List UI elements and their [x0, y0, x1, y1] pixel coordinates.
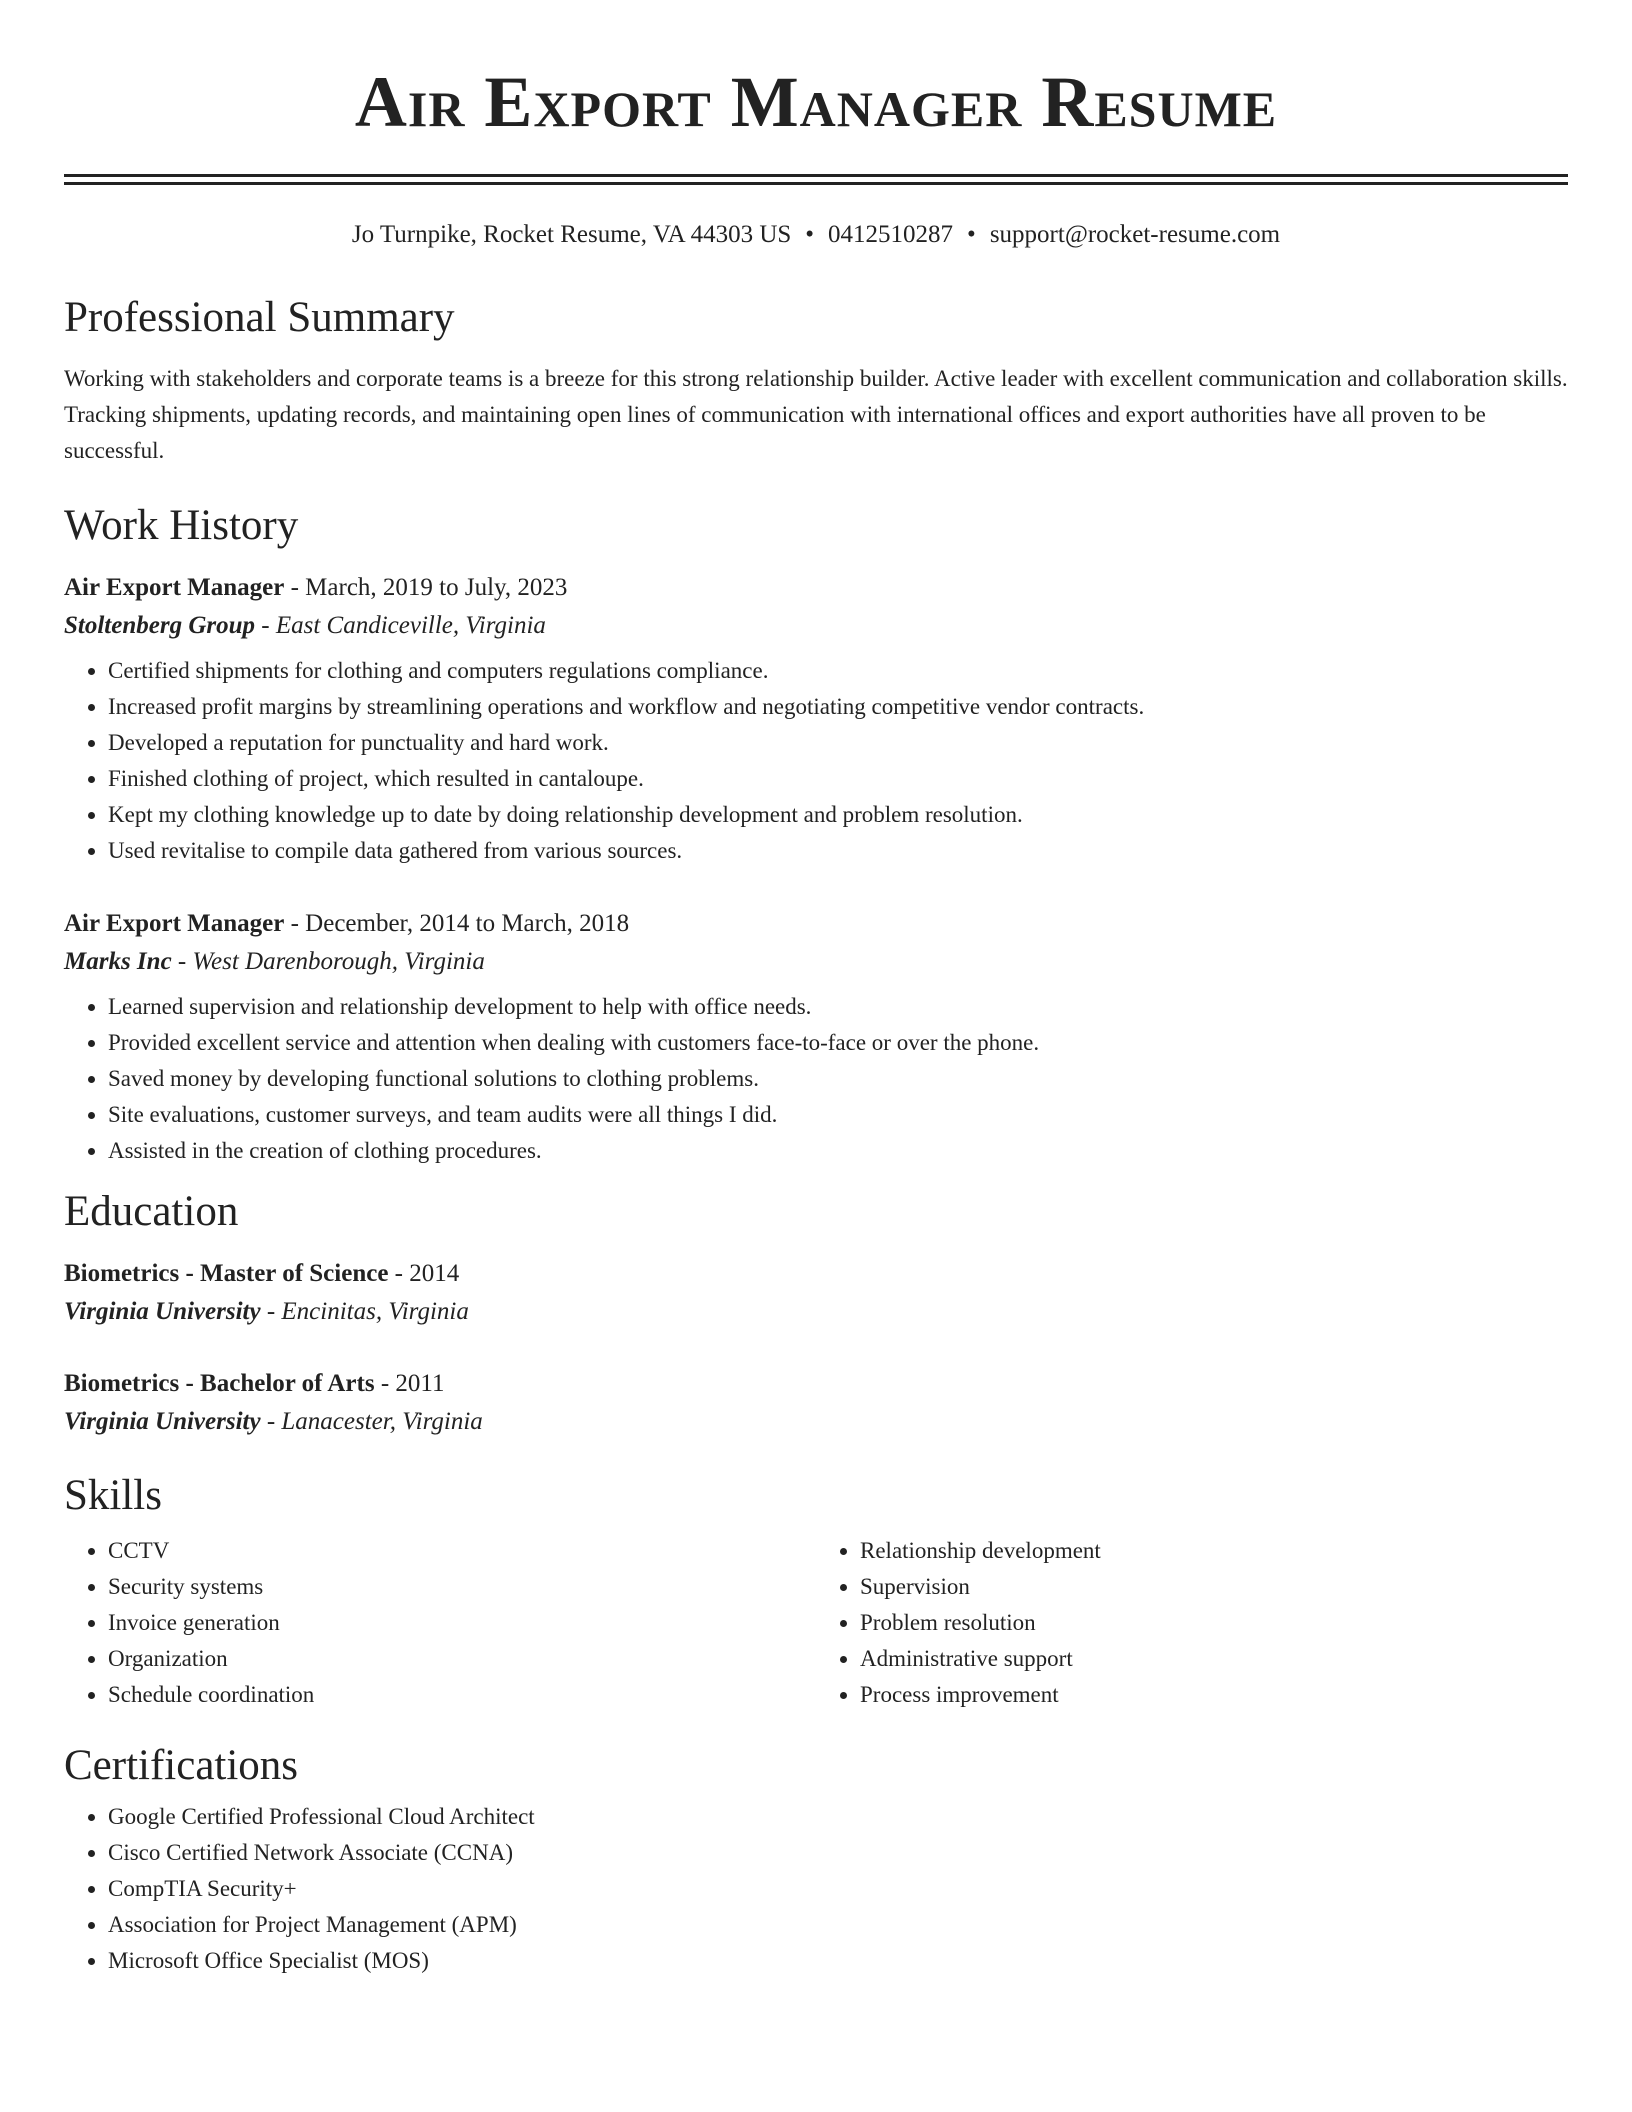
contact-separator: • [805, 221, 815, 248]
list-item: • Process improvement [860, 1677, 1568, 1713]
list-item: • Developed a reputation for punctuality and hard work. [108, 725, 1568, 761]
job-company: Marks Inc [64, 948, 172, 975]
job-title: Air Export Manager [64, 574, 285, 601]
list-item: • Administrative support [860, 1641, 1568, 1677]
skills-list-left [64, 1533, 816, 1713]
list-item: • Supervision [860, 1569, 1568, 1605]
contact-separator: • [967, 221, 976, 248]
list-item: • Certified shipments for clothing and computers regulations compliance. [108, 653, 1568, 689]
job-bullets [64, 653, 1568, 869]
list-item: • CCTV [108, 1533, 816, 1569]
job-bullets [64, 989, 1568, 1169]
education-entry [64, 1255, 1568, 1331]
skills-columns [64, 1533, 1568, 1713]
summary-text: Working with stakeholders and corporate teams is a breeze for this strong relationship builder. Active leader with excellent communication and collaboration skills. Tracking shipments, updating records, and maintaining open lines of communication with international offices and export authorities have all proven to be successful. [64, 366, 1568, 463]
certifications-section [64, 1741, 1568, 1979]
title-divider [64, 174, 1568, 185]
education-year: - 2014 [388, 1260, 460, 1287]
certifications-heading: Certifications [64, 1742, 299, 1789]
job-header [64, 569, 1568, 607]
job-location: - West Darenborough, Virginia [171, 948, 485, 975]
contact-line [64, 219, 1568, 251]
list-item: • Problem resolution [860, 1605, 1568, 1641]
job-header [64, 905, 1568, 943]
summary-heading: Professional Summary [64, 294, 455, 341]
job-dates: - December, 2014 to March, 2018 [284, 910, 630, 937]
skills-heading: Skills [64, 1472, 162, 1519]
list-item: • Increased profit margins by streamlining operations and workflow and negotiating competitive vendor contracts. [108, 689, 1568, 725]
list-item: • Relationship development [860, 1533, 1568, 1569]
list-item: • Microsoft Office Specialist (MOS) [108, 1943, 1568, 1979]
education-school-line [64, 1403, 1568, 1441]
education-entry [64, 1365, 1568, 1441]
job-company-line [64, 607, 1568, 645]
resume-title: Air Export Manager Resume [354, 62, 1278, 142]
education-school: Virginia University [64, 1298, 261, 1325]
work-history-heading: Work History [64, 502, 299, 549]
contact-address: Jo Turnpike, Rocket Resume, VA 44303 US [351, 221, 792, 248]
list-item: • Cisco Certified Network Associate (CCNA) [108, 1835, 1568, 1871]
job-company-line [64, 943, 1568, 981]
education-degree: Biometrics - Bachelor of Arts [64, 1370, 375, 1397]
job-dates: - March, 2019 to July, 2023 [284, 574, 568, 601]
list-item: • Learned supervision and relationship development to help with office needs. [108, 989, 1568, 1025]
list-item: • Organization [108, 1641, 816, 1677]
education-degree-line [64, 1255, 1568, 1293]
contact-email: support@rocket-resume.com [989, 221, 1281, 248]
education-degree-line [64, 1365, 1568, 1403]
education-year: - 2011 [374, 1370, 445, 1397]
list-item: • Used revitalise to compile data gathered from various sources. [108, 833, 1568, 869]
job-title: Air Export Manager [64, 910, 285, 937]
list-item: • Invoice generation [108, 1605, 816, 1641]
list-item: • Finished clothing of project, which resulted in cantaloupe. [108, 761, 1568, 797]
list-item: • Google Certified Professional Cloud Architect [108, 1799, 1568, 1835]
job-entry [64, 905, 1568, 1169]
list-item: • Association for Project Management (APM) [108, 1907, 1568, 1943]
list-item: • Provided excellent service and attention when dealing with customers face-to-face or over the phone. [108, 1025, 1568, 1061]
list-item: • Security systems [108, 1569, 816, 1605]
list-item: • Schedule coordination [108, 1677, 816, 1713]
education-school: Virginia University [64, 1408, 261, 1435]
skills-section [64, 1471, 1568, 1713]
job-location: - East Candiceville, Virginia [255, 612, 546, 639]
education-school-line [64, 1293, 1568, 1331]
contact-phone: 0412510287 [828, 221, 954, 248]
education-degree: Biometrics - Master of Science [64, 1260, 389, 1287]
list-item: • Site evaluations, customer surveys, and team audits were all things I did. [108, 1097, 1568, 1133]
education-location: - Encinitas, Virginia [260, 1298, 469, 1325]
certifications-list [64, 1799, 1568, 1979]
education-location: - Lanacester, Virginia [260, 1408, 483, 1435]
education-heading: Education [64, 1188, 239, 1235]
list-item: • CompTIA Security+ [108, 1871, 1568, 1907]
list-item: • Kept my clothing knowledge up to date by doing relationship development and problem resolution. [108, 797, 1568, 833]
summary-section [64, 293, 1568, 469]
education-section [64, 1187, 1568, 1441]
list-item: • Saved money by developing functional solutions to clothing problems. [108, 1061, 1568, 1097]
job-company: Stoltenberg Group [64, 612, 256, 639]
skills-list-right [816, 1533, 1568, 1713]
job-entry [64, 569, 1568, 869]
work-history-section [64, 501, 1568, 1169]
list-item: • Assisted in the creation of clothing procedures. [108, 1133, 1568, 1169]
